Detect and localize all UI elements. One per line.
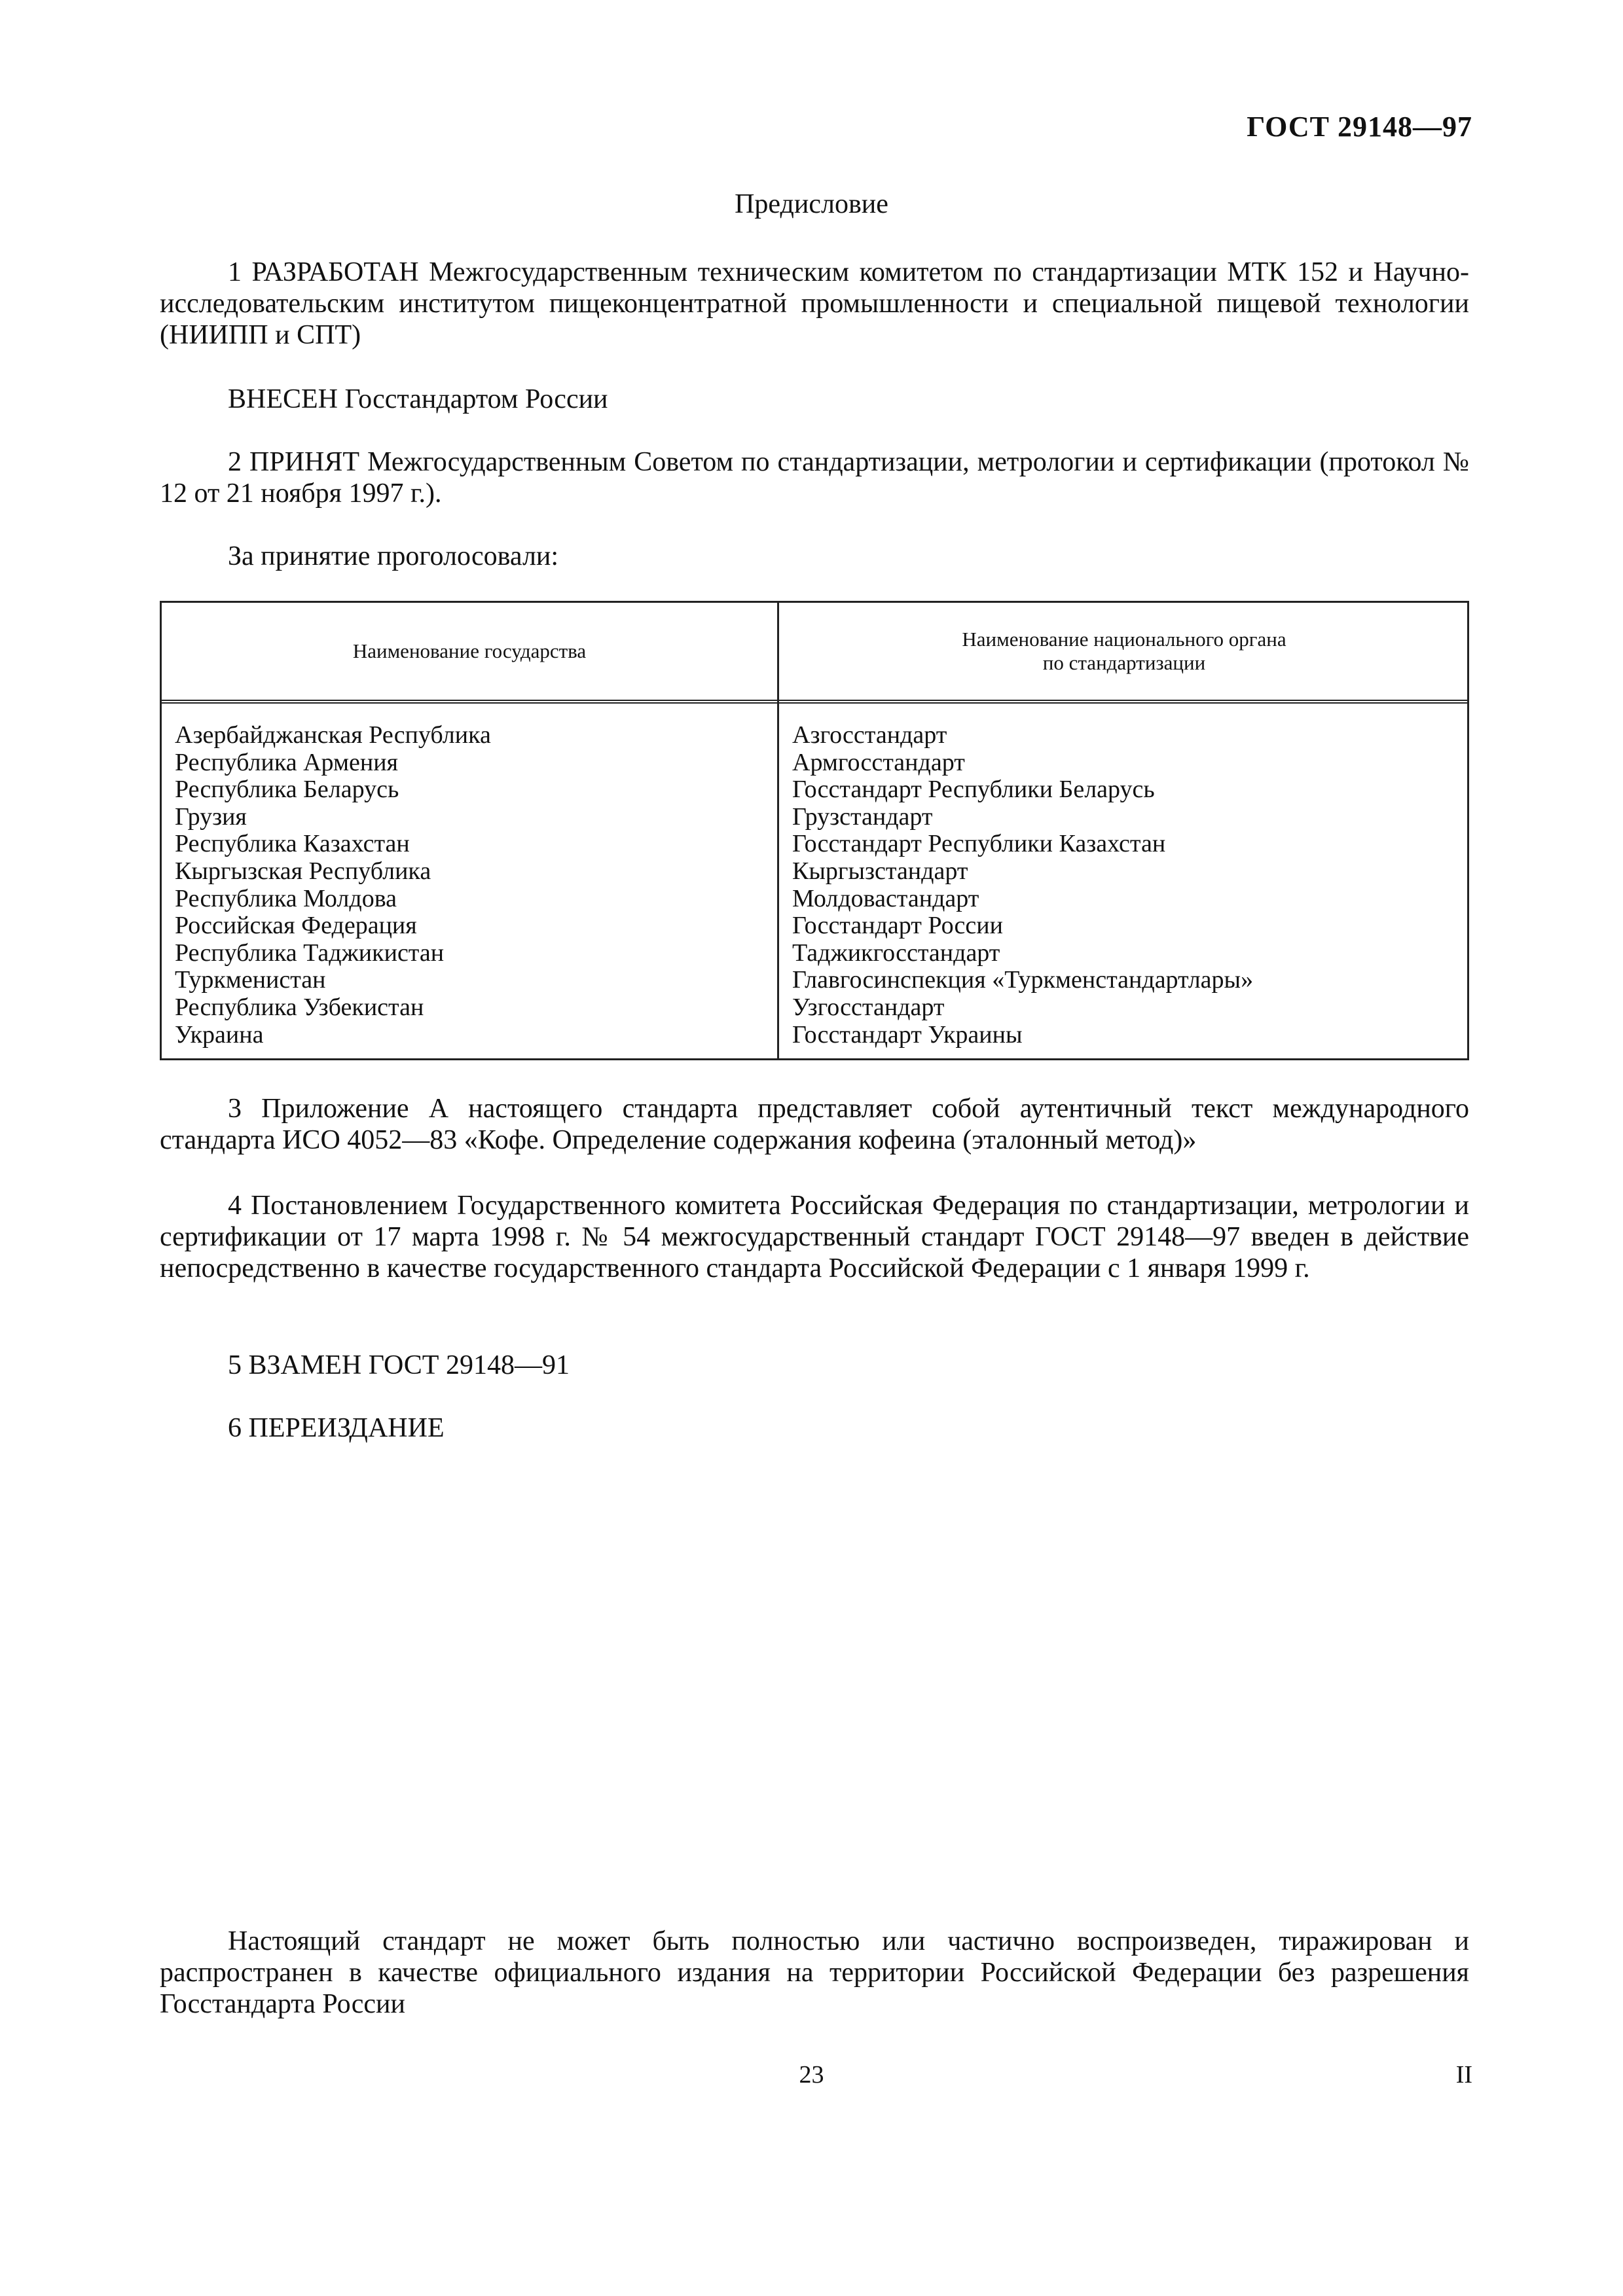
table-cell-body: Госстандарт Республики Казахстан [792, 830, 1166, 858]
voted-intro: За принятие проголосовали: [228, 541, 559, 571]
table-cell-state: Кыргызская Республика [175, 857, 431, 885]
table-cell-body: Узгосстандарт [792, 993, 945, 1021]
table-cell-body: Главгосинспекция «Туркменстандартлары» [792, 966, 1254, 994]
table-cell-state: Республика Молдова [175, 884, 397, 912]
table-header-state-label: Наименование государства [352, 639, 587, 662]
table-column-states [175, 722, 491, 1049]
section-4-enactment: 4 Постановлением Государственного комитета Российская Федерация по стандартизации, метрологии и сертификации от 17 марта 1998 г. № 54 межгосударственный стандарт ГОСТ 29148—97 введен в действие непосредственно в качестве государственного стандарта Российской Федерации с 1 января 1999 г. [160, 1191, 1469, 1283]
table-cell-state: Республика Казахстан [175, 830, 410, 858]
table-cell-state: Республика Беларусь [175, 776, 399, 804]
table-cell-body: Азгосстандарт [792, 721, 947, 749]
table-cell-state: Республика Армения [175, 748, 399, 776]
section-5-replaces: 5 ВЗАМЕН ГОСТ 29148—91 [228, 1350, 570, 1380]
table-cell-body: Кыргызстандарт [792, 857, 968, 885]
copyright-notice: Настоящий стандарт не может быть полностью или частично воспроизведен, тиражирован и распространен в качестве официального издания на территории Российской Федерации без разрешения Госстандарта России [160, 1926, 1469, 2019]
section-1-developed: 1 РАЗРАБОТАН Межгосударственным техническим комитетом по стандартизации МТК 152 и Научно-исследовательским институтом пищеконцентратной промышленности и специальной пищевой технологии (НИИПП и СПТ) [160, 257, 1469, 350]
standard-code-header: ГОСТ 29148—97 [1247, 111, 1472, 143]
section-3-annex: 3 Приложение А настоящего стандарта представляет собой аутентичный текст международного стандарта ИСО 4052—83 «Кофе. Определение содержания кофеина (эталонный метод)» [160, 1094, 1469, 1155]
table-cell-state: Туркменистан [175, 966, 326, 994]
table-cell-body: Грузстандарт [792, 802, 933, 831]
table-cell-body: Госстандарт России [792, 912, 1003, 940]
table-column-bodies [792, 722, 1253, 1049]
table-cell-state: Республика Таджикистан [175, 939, 445, 967]
page-roman-numeral: II [1455, 2061, 1472, 2089]
section-2-adopted: 2 ПРИНЯТ Межгосударственным Советом по стандартизации, метрологии и сертификации (протокол № 12 от 21 ноября 1997 г.). [160, 447, 1469, 509]
table-cell-body: Госстандарт Республики Беларусь [792, 776, 1155, 804]
table-cell-state: Украина [175, 1020, 264, 1049]
table-header-body [779, 603, 1469, 700]
table-cell-state: Грузия [175, 802, 247, 831]
table-cell-body: Таджикгосстандарт [792, 939, 1000, 967]
table-header-body-line1: Наименование национального органа [962, 628, 1286, 651]
table-cell-state: Республика Узбекистан [175, 993, 424, 1021]
page-title: Предисловие [735, 189, 888, 219]
table-header-state [162, 603, 777, 700]
table-cell-body: Госстандарт Украины [792, 1020, 1023, 1049]
section-1-submitted: ВНЕСЕН Госстандартом России [228, 384, 608, 414]
page-number: 23 [799, 2061, 824, 2089]
table-header-divider [162, 700, 1467, 704]
table-cell-state: Российская Федерация [175, 912, 417, 940]
table-cell-state: Азербайджанская Республика [175, 721, 491, 749]
section-6-reissue: 6 ПЕРЕИЗДАНИЕ [228, 1413, 445, 1443]
table-cell-body: Армгосстандарт [792, 748, 965, 776]
table-header-body-line2: по стандартизации [1042, 651, 1206, 674]
table-cell-body: Молдовастандарт [792, 884, 979, 912]
voting-table [160, 601, 1469, 1060]
